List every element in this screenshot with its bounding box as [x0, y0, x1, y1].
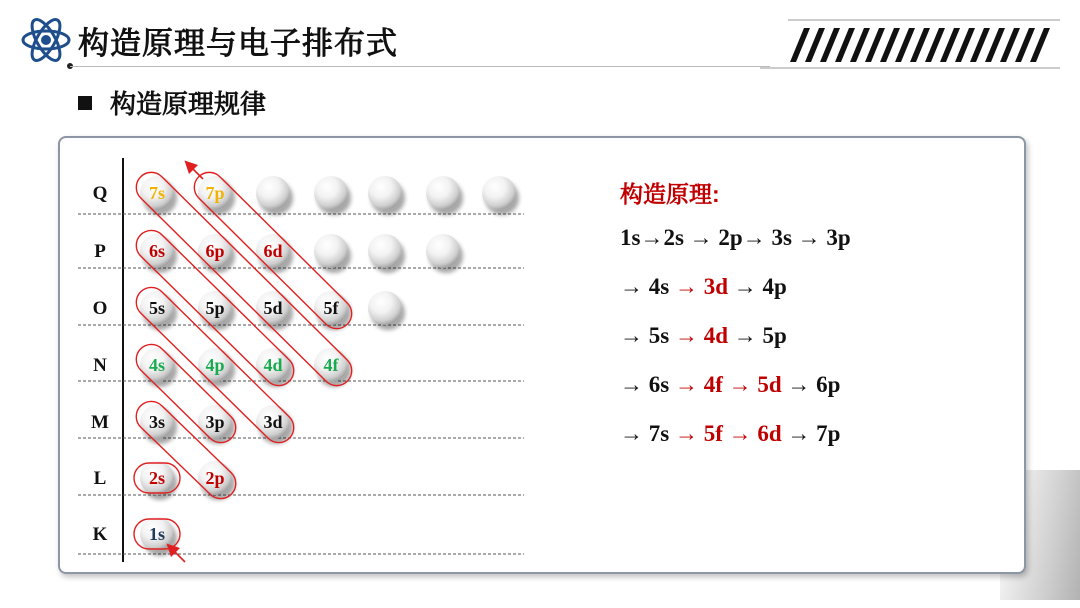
orbital-label-5s: 5s	[148, 298, 166, 318]
orbital-label-4s: 4s	[148, 355, 166, 375]
sequence-line-2	[620, 274, 1020, 323]
stripe	[970, 28, 990, 62]
shell-label-Q: Q	[92, 183, 108, 204]
sequence-segment: → 5p	[728, 323, 787, 348]
orbital-label-3p: 3p	[205, 412, 225, 432]
stripe	[1015, 28, 1035, 62]
section-heading-text: 构造原理规律	[110, 89, 267, 119]
sequence-segment: 1s→2s → 2p→ 3s → 3p	[620, 225, 851, 250]
stripe	[985, 28, 1005, 62]
sequence-segment: → 7p	[781, 421, 841, 446]
orbital-label-1s: 1s	[148, 524, 166, 544]
aufbau-diagram	[60, 138, 540, 568]
decorative-stripes	[760, 18, 1060, 70]
aufbau-principle-panel	[620, 176, 1020, 470]
orbital-label-5f: 5f	[323, 298, 339, 318]
stripe	[1000, 28, 1020, 62]
stripe	[925, 28, 945, 62]
orbital-label-6d: 6d	[263, 241, 283, 261]
stripe	[1030, 28, 1050, 62]
empty-orbital-ball	[368, 291, 402, 325]
shell-label-L: L	[93, 468, 107, 489]
empty-orbital-ball	[368, 176, 402, 210]
square-bullet-icon	[78, 96, 92, 110]
stripe	[790, 28, 810, 62]
shell-label-O: O	[92, 298, 108, 319]
orbital-label-7s: 7s	[148, 183, 166, 203]
sequence-segment: → 3d	[674, 274, 728, 299]
sequence-segment: → 6p	[781, 372, 841, 397]
orbital-label-5d: 5d	[263, 298, 283, 318]
orbital-label-7p: 7p	[205, 183, 225, 203]
orbital-label-5p: 5p	[205, 298, 225, 318]
section-heading	[78, 84, 266, 121]
end-arrow-icon	[189, 165, 203, 179]
start-arrow-icon	[171, 548, 185, 562]
sequence-segment: → 4f → 5d	[674, 372, 782, 397]
orbital-label-4f: 4f	[323, 355, 339, 375]
orbital-label-3s: 3s	[148, 412, 166, 432]
sequence-segment: → 4s	[620, 274, 675, 299]
shell-label-N: N	[93, 355, 107, 376]
sequence-line-1	[620, 225, 1020, 274]
shell-label-K: K	[92, 524, 108, 545]
orbital-label-2s: 2s	[148, 468, 166, 488]
empty-orbital-ball	[368, 234, 402, 268]
orbital-label-3d: 3d	[263, 412, 283, 432]
stripe	[805, 28, 825, 62]
empty-orbital-ball	[426, 176, 460, 210]
stripe	[835, 28, 855, 62]
sequence-segment: → 7s	[620, 421, 675, 446]
sequence-segment: → 6s	[620, 372, 675, 397]
stripe	[910, 28, 930, 62]
sequence-segment: → 4p	[728, 274, 787, 299]
stripe	[880, 28, 900, 62]
sequence-segment: → 5f → 6d	[674, 421, 782, 446]
stripe	[865, 28, 885, 62]
orbital-label-4d: 4d	[263, 355, 283, 375]
sequence-line-3	[620, 323, 1020, 372]
shell-label-P: P	[94, 241, 106, 262]
empty-orbital-ball	[314, 234, 348, 268]
empty-orbital-ball	[314, 176, 348, 210]
empty-orbital-ball	[482, 176, 516, 210]
content-card	[58, 136, 1026, 574]
sequence-line-5	[620, 421, 1020, 470]
page-title: 构造原理与电子排布式	[78, 26, 398, 61]
sequence-segment: → 4d	[674, 323, 728, 348]
stripe	[820, 28, 840, 62]
sequence-line-4	[620, 372, 1020, 421]
stripe	[850, 28, 870, 62]
aufbau-heading: 构造原理:	[620, 181, 720, 207]
orbital-label-6s: 6s	[148, 241, 166, 261]
empty-orbital-ball	[426, 234, 460, 268]
sequence-segment: → 5s	[620, 323, 675, 348]
empty-orbital-ball	[256, 176, 290, 210]
orbital-label-6p: 6p	[205, 241, 225, 261]
stripe	[940, 28, 960, 62]
header-divider	[70, 66, 770, 67]
shell-label-M: M	[91, 412, 109, 433]
header	[0, 0, 1080, 80]
orbital-label-2p: 2p	[205, 468, 225, 488]
orbital-label-4p: 4p	[205, 355, 225, 375]
stripe	[955, 28, 975, 62]
atom-icon	[20, 14, 72, 66]
stripe	[895, 28, 915, 62]
